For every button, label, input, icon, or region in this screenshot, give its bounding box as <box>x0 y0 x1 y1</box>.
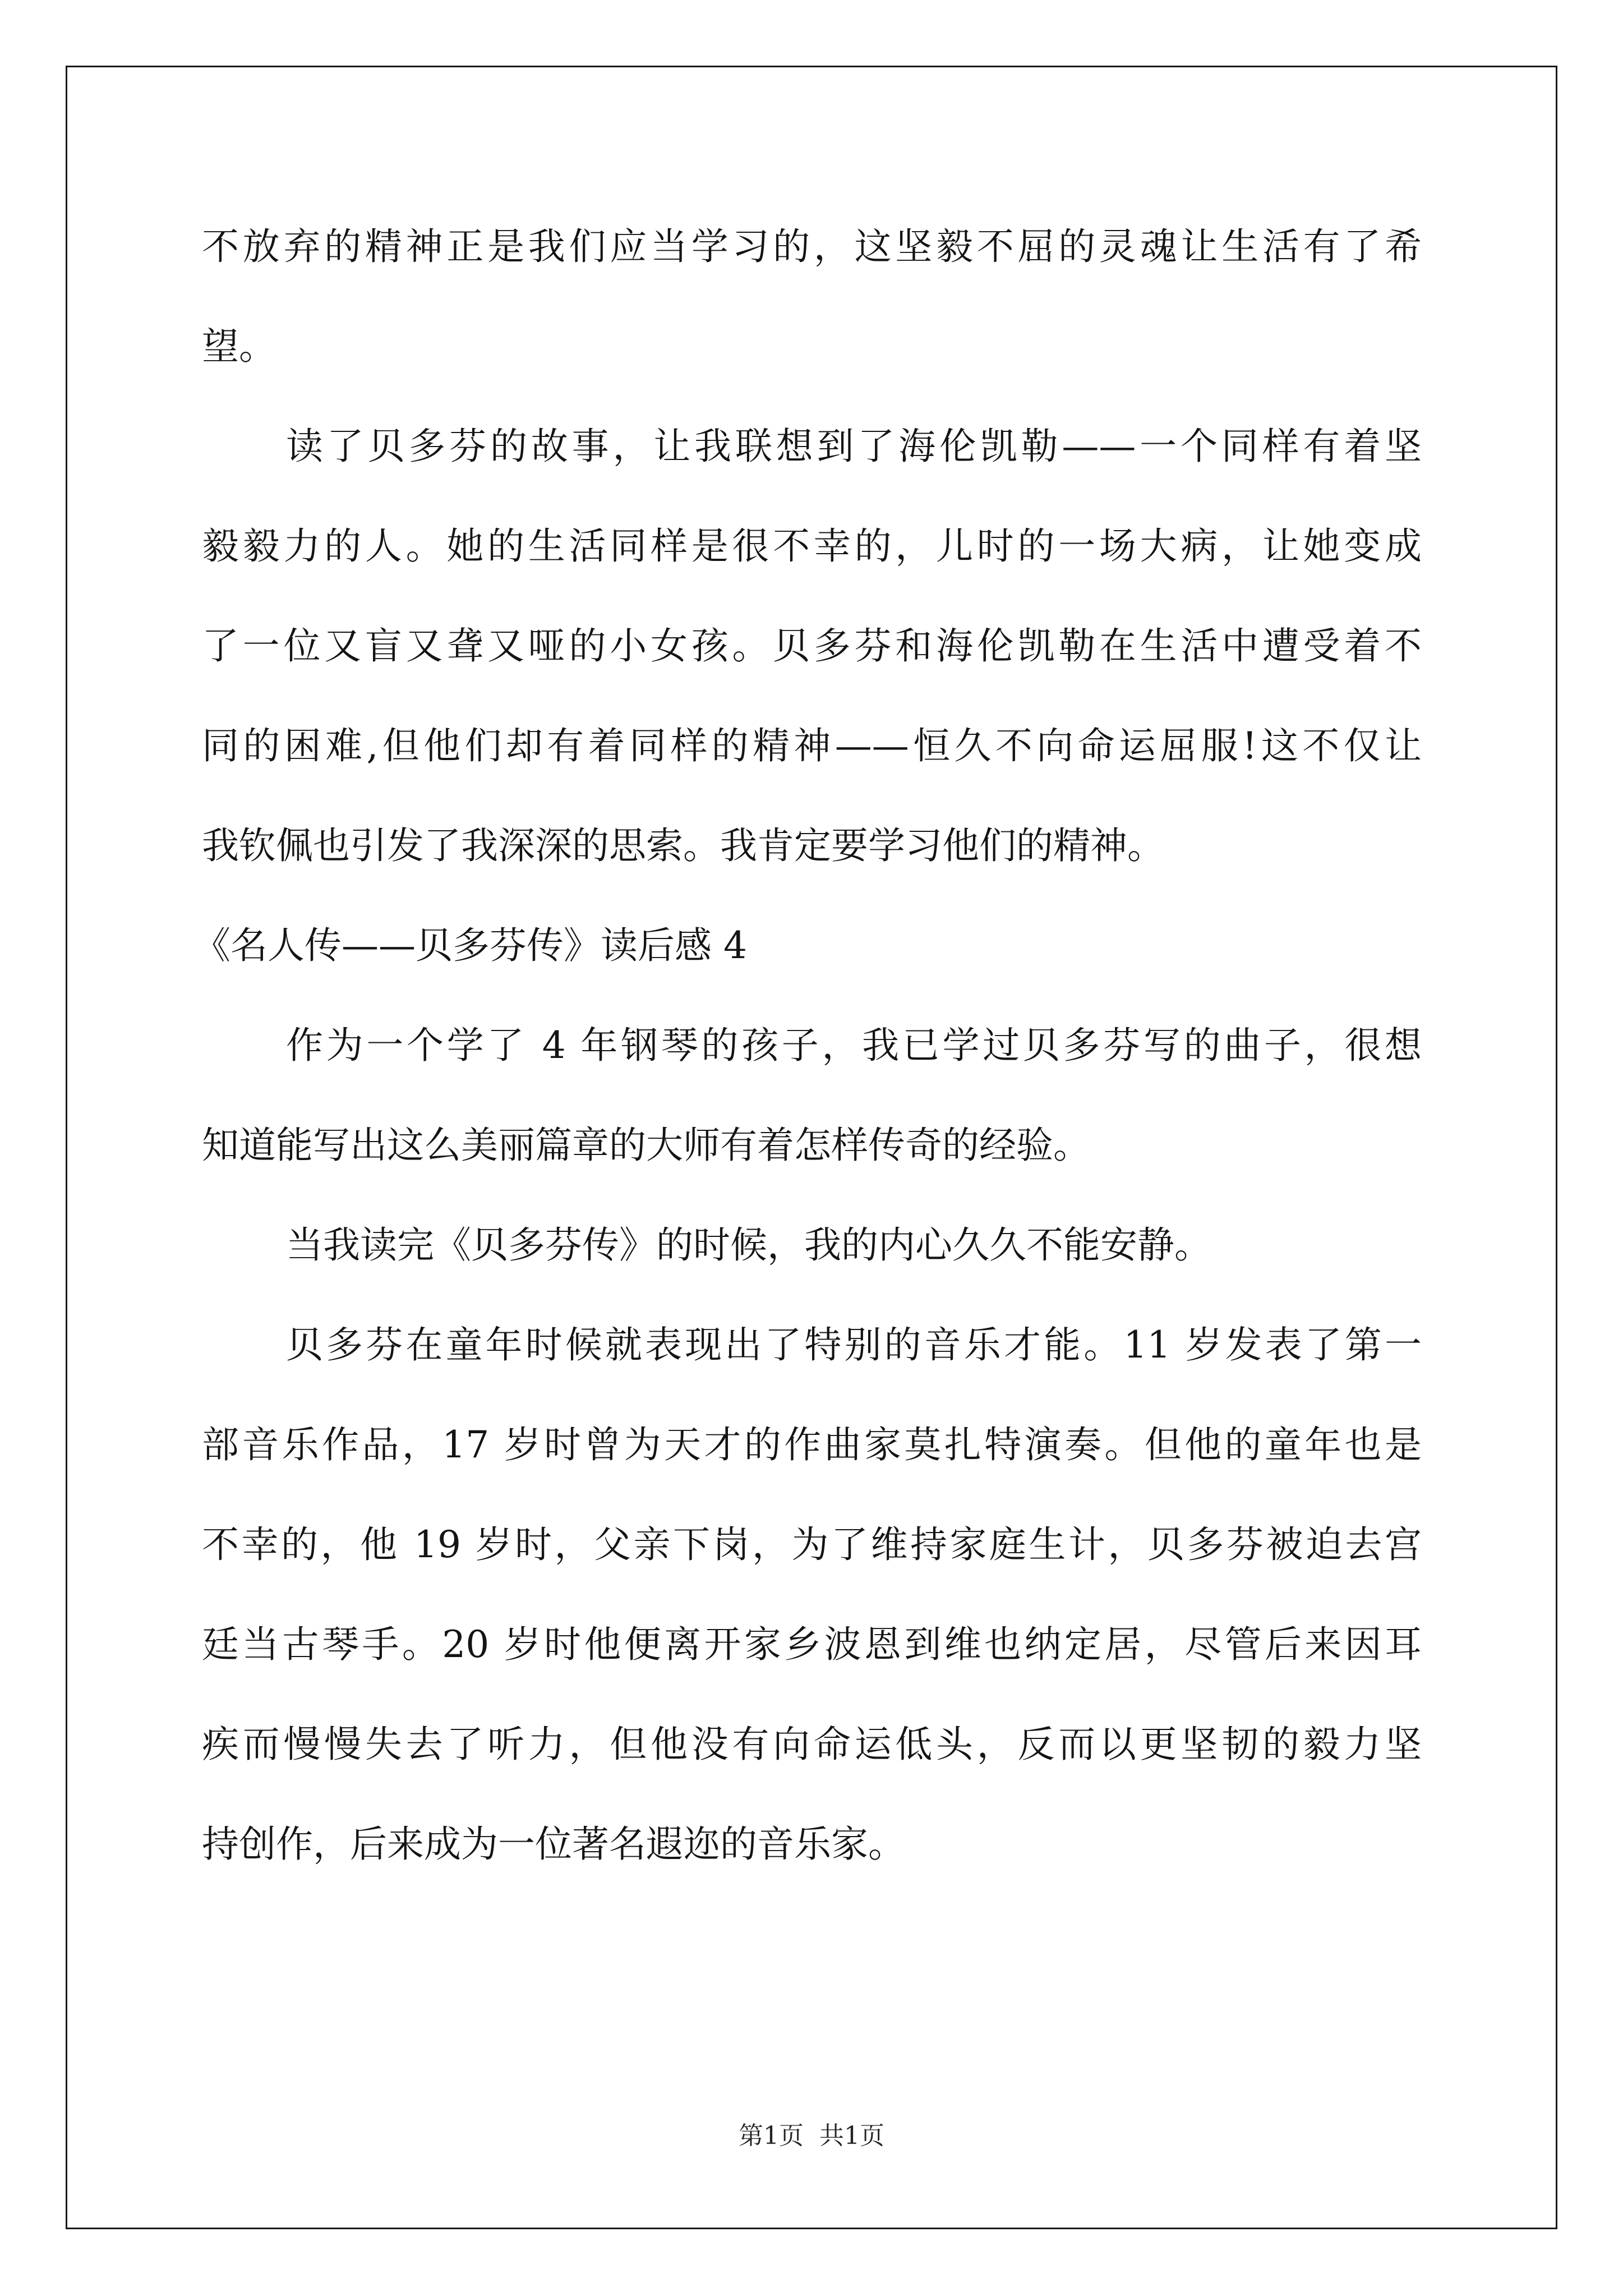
text-line: 了一位又盲又聋又哑的小女孩。贝多芬和海伦凯勒在生活中遭受着不 <box>202 624 1422 668</box>
text-line: 不放弃的精神正是我们应当学习的，这坚毅不屈的灵魂让生活有了希 <box>202 225 1422 268</box>
text-line: 疾而慢慢失去了听力，但他没有向命运低头，反而以更坚韧的毅力坚 <box>202 1723 1422 1766</box>
paragraph-start-line: 作为一个学了 4 年钢琴的孩子，我已学过贝多芬写的曲子，很想 <box>286 1024 1422 1067</box>
paragraph-start-line: 当我读完《贝多芬传》的时候，我的内心久久不能安静。 <box>286 1223 1211 1267</box>
text-line: 知道能写出这么美丽篇章的大师有着怎样传奇的经验。 <box>202 1124 1090 1167</box>
text-line: 不幸的，他 19 岁时，父亲下岗，为了维持家庭生计，贝多芬被迫去宫 <box>202 1523 1422 1566</box>
page-total: 共1页 <box>819 2122 884 2150</box>
page-number: 第1页 <box>739 2122 804 2150</box>
text-line: 持创作，后来成为一位著名遐迩的音乐家。 <box>202 1823 905 1866</box>
section-heading: 《名人传——贝多芬传》读后感 4 <box>193 924 747 967</box>
paragraph-start-line: 读了贝多芬的故事，让我联想到了海伦凯勒——一个同样有着坚 <box>286 425 1422 468</box>
text-line: 望。 <box>202 325 276 368</box>
text-line: 毅毅力的人。她的生活同样是很不幸的，儿时的一场大病，让她变成 <box>202 524 1422 568</box>
paragraph-start-line: 贝多芬在童年时候就表现出了特别的音乐才能。11 岁发表了第一 <box>286 1323 1422 1366</box>
text-line: 部音乐作品，17 岁时曾为天才的作曲家莫扎特演奏。但他的童年也是 <box>202 1423 1422 1466</box>
text-line: 廷当古琴手。20 岁时他便离开家乡波恩到维也纳定居，尽管后来因耳 <box>202 1623 1422 1666</box>
text-line: 我钦佩也引发了我深深的思索。我肯定要学习他们的精神。 <box>202 824 1164 867</box>
page-footer <box>0 2119 1623 2153</box>
text-line: 同的困难,但他们却有着同样的精神——恒久不向命运屈服!这不仅让 <box>202 724 1422 767</box>
